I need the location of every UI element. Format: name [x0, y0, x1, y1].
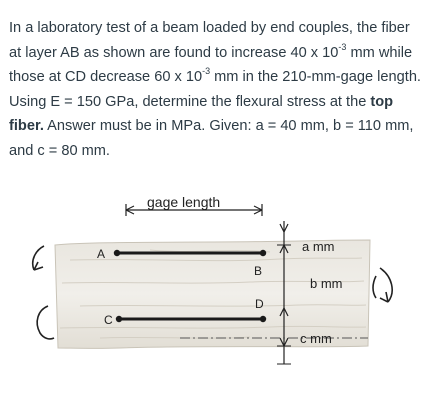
dim-c-label: c mm [300, 331, 332, 346]
problem-text-3: mm in the 210-mm-gage length. Using E = 150 GPa, determine the flexural stress at the [9, 69, 421, 110]
point-b-label: B [254, 264, 263, 278]
gage-length-label: gage length [147, 194, 221, 210]
beam-figure [0, 188, 428, 401]
dim-b-label: b mm [310, 276, 343, 291]
dim-a-label: a mm [302, 239, 335, 254]
problem-statement [9, 16, 421, 164]
problem-text-1: In a laboratory test of a beam loaded by end couples, the fiber at layer AB as shown are found to increase 40 x 10 [9, 20, 410, 61]
problem-text-4: Answer must be in MPa. Given: a = 40 mm, b = 110 mm, and c = 80 mm. [9, 118, 414, 159]
left-couple-top [33, 246, 44, 270]
problem-bold-text: top fiber. [9, 93, 394, 135]
exponent-1: -3 [338, 41, 347, 52]
exponent-2: -3 [202, 66, 211, 77]
point-c-label: C [104, 313, 113, 327]
right-couple [373, 268, 392, 302]
point-a-label: A [97, 247, 106, 261]
beam-diagram [0, 188, 428, 401]
left-couple-bottom [37, 306, 54, 339]
problem-text-2: mm while those at CD decrease 60 x 10 [9, 44, 413, 86]
point-d-label: D [255, 297, 264, 311]
